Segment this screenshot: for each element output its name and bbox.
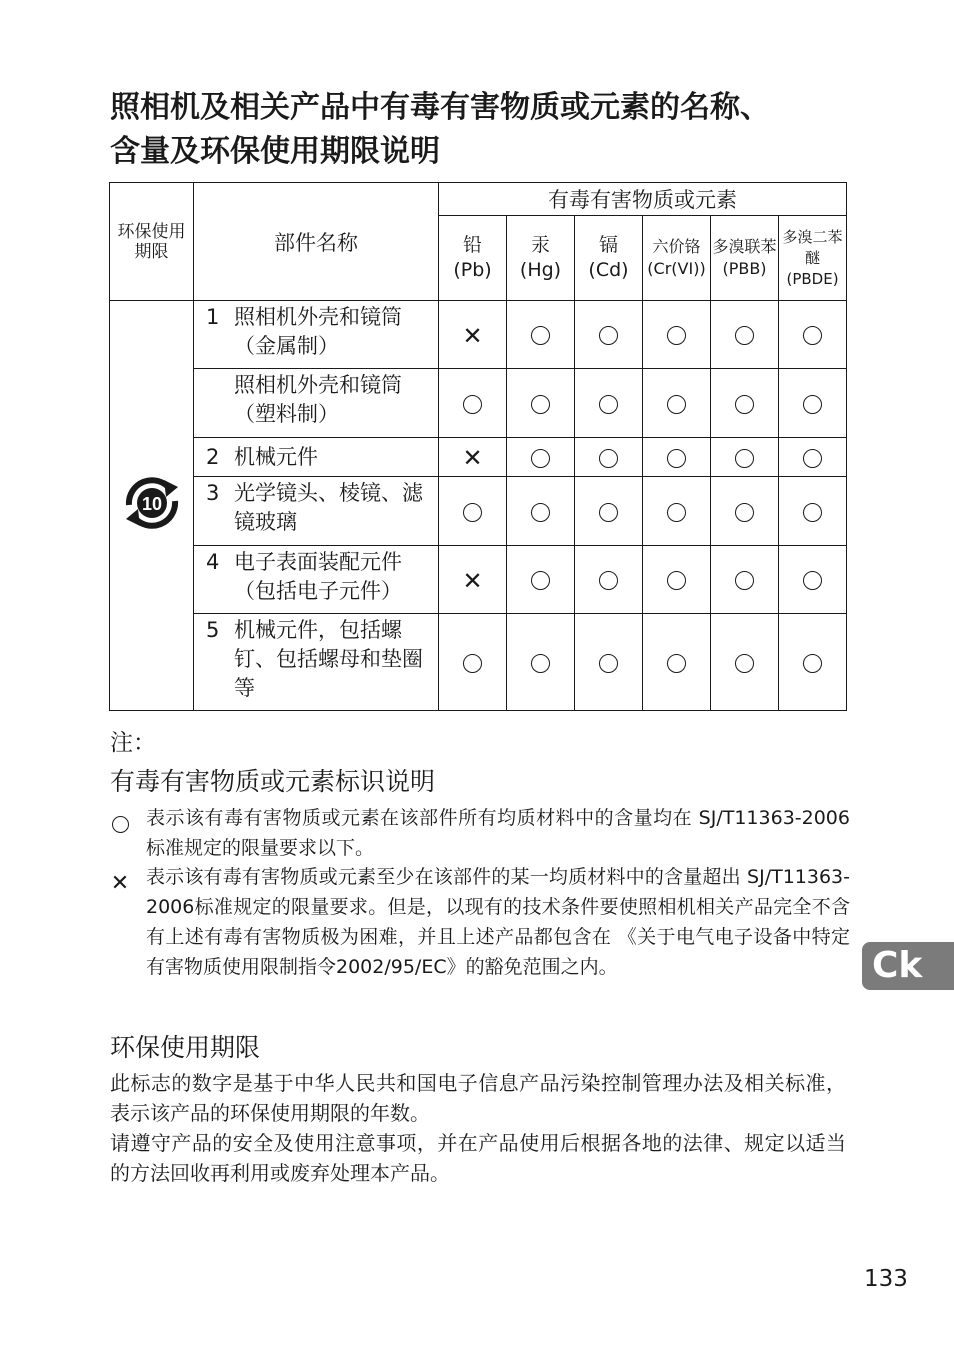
circle-mark-icon <box>507 369 575 438</box>
legend-item-circle <box>110 803 850 863</box>
period-paragraph-2: 请遵守产品的安全及使用注意事项，并在产品使用后根据各地的法律、规定以适当的方法回收再利用或废弃处理本产品。 <box>110 1131 846 1185</box>
circle-mark-icon <box>575 301 643 369</box>
circle-mark-icon <box>439 614 507 711</box>
circle-mark-icon <box>779 438 847 477</box>
circle-mark-icon <box>711 614 779 711</box>
table-row <box>110 438 847 477</box>
part-name-cell <box>194 301 439 369</box>
period-heading: 环保使用期限 <box>110 1033 261 1062</box>
recycle-10-icon <box>121 472 183 534</box>
circle-mark-icon <box>575 477 643 546</box>
legend-text: 表示该有毒有害物质或元素在该部件所有均质材料中的含量均在 SJ/T11363-2006标准规定的限量要求以下。 <box>146 807 850 859</box>
part-name-cell <box>194 546 439 614</box>
circle-mark-icon <box>507 301 575 369</box>
table-row <box>110 614 847 711</box>
part-name-cell <box>194 477 439 546</box>
page-title <box>110 86 870 174</box>
circle-mark-icon <box>439 369 507 438</box>
circle-mark-icon <box>711 301 779 369</box>
part-name-cell <box>194 614 439 711</box>
circle-mark-icon <box>711 369 779 438</box>
element-header-pbde: 多溴二苯醚 (PBDE) <box>779 216 847 301</box>
part-number: 1 <box>206 305 220 329</box>
part-name: 机械元件，包括螺钉、包括螺母和垫圈等 <box>234 618 423 700</box>
table-row <box>110 477 847 546</box>
circle-mark-icon <box>507 438 575 477</box>
part-name-column-header: 部件名称 <box>194 183 439 301</box>
circle-mark-icon <box>643 438 711 477</box>
element-header-hg: 汞 (Hg) <box>507 216 575 301</box>
part-name: 照相机外壳和镜筒（金属制） <box>234 305 402 358</box>
circle-mark-icon <box>711 477 779 546</box>
part-number: 4 <box>206 550 220 574</box>
table-row <box>110 546 847 614</box>
part-number: 5 <box>206 618 220 642</box>
circle-symbol-icon <box>110 809 130 839</box>
circle-mark-icon <box>711 546 779 614</box>
circle-mark-icon <box>643 369 711 438</box>
part-name: 照相机外壳和镜筒（塑料制） <box>234 373 402 426</box>
circle-mark-icon <box>779 301 847 369</box>
circle-mark-icon <box>575 369 643 438</box>
legend-item-cross <box>110 862 850 982</box>
circle-mark-icon <box>643 477 711 546</box>
element-header-cd: 镉 (Cd) <box>575 216 643 301</box>
environmental-period-logo <box>110 301 194 711</box>
circle-mark-icon <box>507 614 575 711</box>
hazardous-substances-table <box>109 182 847 711</box>
part-name-cell <box>194 369 439 438</box>
table-row <box>110 369 847 438</box>
circle-mark-icon <box>643 614 711 711</box>
part-name-cell <box>194 438 439 477</box>
part-name: 电子表面装配元件（包括电子元件） <box>234 550 402 603</box>
circle-mark-icon <box>507 546 575 614</box>
circle-mark-icon <box>643 546 711 614</box>
page-title-line-1: 照相机及相关产品中有毒有害物质或元素的名称、 <box>110 90 770 125</box>
period-paragraph-1: 此标志的数字是基于中华人民共和国电子信息产品污染控制管理办法及相关标准，表示该产品的环保使用期限的年数。 <box>110 1071 846 1125</box>
cross-mark-icon: ✕ <box>439 546 507 614</box>
circle-mark-icon <box>575 438 643 477</box>
circle-mark-icon <box>507 477 575 546</box>
part-name: 光学镜头、棱镜、滤镜玻璃 <box>234 481 423 534</box>
element-header-cr6: 六价铬 (Cr(VI)) <box>643 216 711 301</box>
part-number <box>206 371 234 429</box>
circle-mark-icon <box>575 546 643 614</box>
part-number: 2 <box>206 444 220 469</box>
cross-symbol-icon: ✕ <box>110 870 130 896</box>
legend-heading: 有毒有害物质或元素标识说明 <box>110 767 436 796</box>
legend-text: 表示该有毒有害物质或元素至少在该部件的某一均质材料中的含量超出 SJ/T11363-2006标准规定的限量要求。但是，以现有的技术条件要使照相机相关产品完全不含有上述有毒有害物质极为困难，并且上述产品都包含在 《关于电气电子设备中特定有害物质使用限制指令2002/95/EC》的豁免范围之内。 <box>146 866 850 978</box>
language-tab: Ck <box>862 942 954 990</box>
page-number: 133 <box>864 1266 908 1292</box>
circle-mark-icon <box>779 614 847 711</box>
substances-group-header: 有毒有害物质或元素 <box>439 183 847 216</box>
part-name: 机械元件 <box>234 444 318 469</box>
table-row <box>110 301 847 369</box>
page-title-line-2: 含量及环保使用期限说明 <box>110 134 440 169</box>
element-header-pb: 铅 (Pb) <box>439 216 507 301</box>
period-column-header: 环保使用期限 <box>110 183 194 301</box>
circle-mark-icon <box>711 438 779 477</box>
cross-mark-icon: ✕ <box>439 301 507 369</box>
part-number: 3 <box>206 481 220 505</box>
circle-mark-icon <box>779 369 847 438</box>
circle-mark-icon <box>779 477 847 546</box>
circle-mark-icon <box>779 546 847 614</box>
cross-mark-icon: ✕ <box>439 438 507 477</box>
circle-mark-icon <box>439 477 507 546</box>
note-label: 注： <box>110 730 156 756</box>
element-header-pbb: 多溴联苯 (PBB) <box>711 216 779 301</box>
circle-mark-icon <box>643 301 711 369</box>
svg-text:10: 10 <box>141 494 162 514</box>
circle-mark-icon <box>575 614 643 711</box>
